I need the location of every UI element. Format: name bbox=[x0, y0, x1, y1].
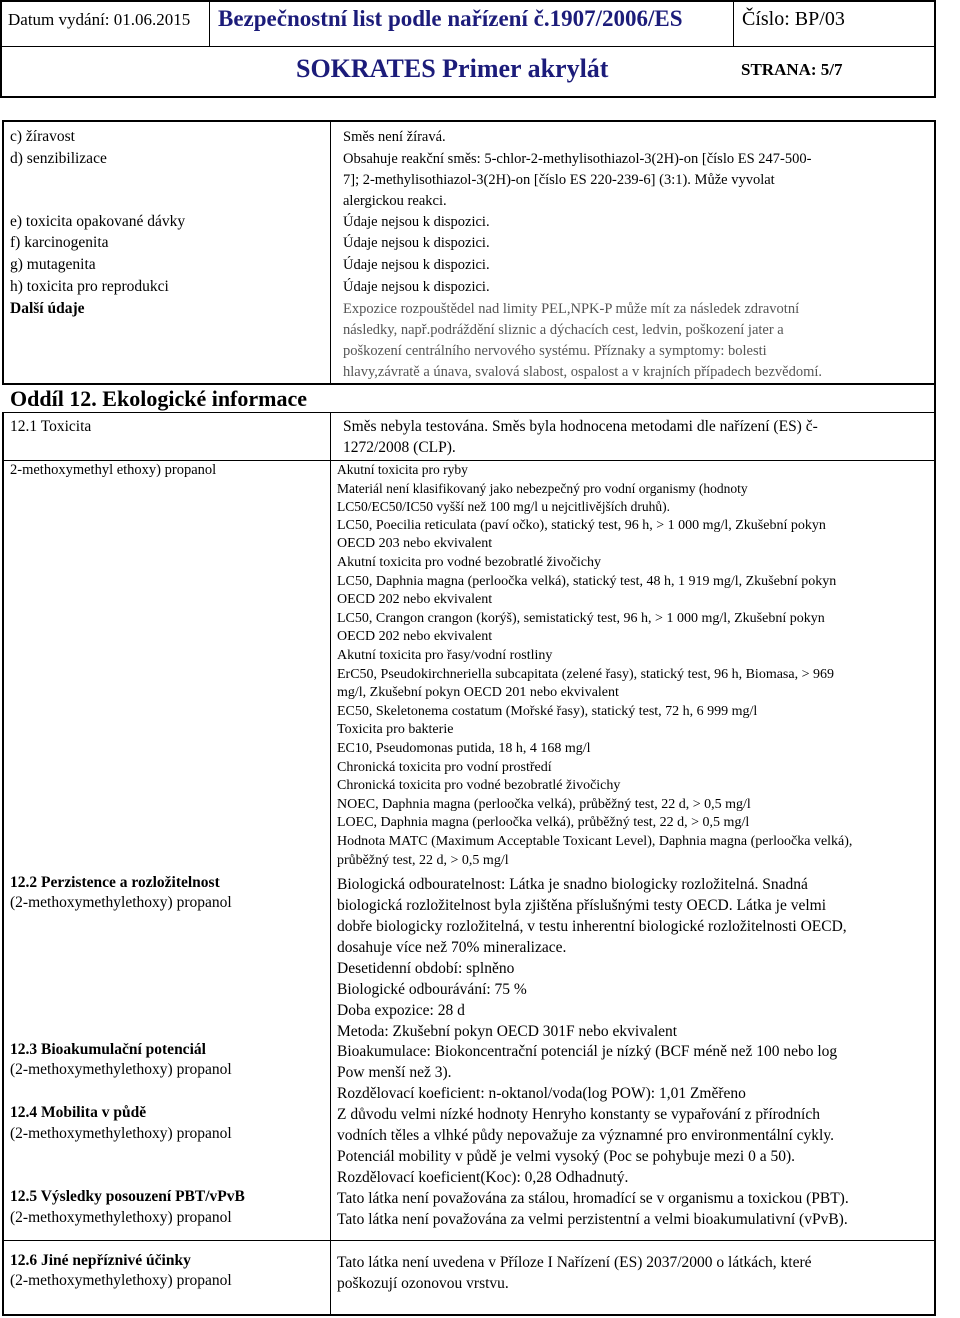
section-title: Oddíl 12. Ekologické informace bbox=[10, 386, 307, 411]
label-carcinogenicity: f) karcinogenita bbox=[10, 234, 109, 251]
label-12-4: 12.4 Mobilita v půdě bbox=[10, 1104, 147, 1121]
page-number: STRANA: 5/7 bbox=[741, 60, 843, 79]
substance-line: OECD 202 nebo ekvivalent bbox=[337, 629, 493, 645]
sub-12-2: (2-methoxymethylethoxy) propanol bbox=[10, 894, 232, 911]
s125-line: Tato látka není považována za stálou, hromadící se v organismu a toxickou (PBT). bbox=[337, 1190, 849, 1207]
substance-line: Akutní toxicita pro řasy/vodní rostliny bbox=[337, 648, 553, 663]
sub-12-6: (2-methoxymethylethoxy) propanol bbox=[10, 1272, 232, 1289]
substance-line: LC50, Crangon crangon (korýš), semistatický test, 96 h, > 1 000 mg/l, Zkušební pokyn bbox=[337, 610, 825, 626]
value-mutagenicity: Údaje nejsou k dispozici. bbox=[343, 257, 490, 273]
s124-line: Z důvodu velmi nízké hodnoty Henryho konstanty se vypařování z přírodních bbox=[337, 1106, 820, 1123]
document-title: Bezpečnostní list podle nařízení č.1907/2006/ES bbox=[218, 6, 683, 31]
value-12-5 bbox=[337, 1188, 849, 1230]
s124-line: Rozdělovací koeficient(Koc): 0,28 Odhadnutý. bbox=[337, 1169, 629, 1186]
s122-line: Desetidenní období: splněno bbox=[337, 960, 515, 977]
product-name: SOKRATES Primer akrylát bbox=[296, 54, 609, 83]
s122-line: Doba expozice: 28 d bbox=[337, 1002, 465, 1019]
label-12-5: 12.5 Výsledky posouzení PBT/vPvB bbox=[10, 1188, 245, 1205]
s122-line: biologická rozložitelnost byla zjištěna příslušnými testy OECD. Látka je velmi bbox=[337, 897, 827, 914]
value-other-info-3: poškození centrálního nervového systému. Příznaky a symptomy: bolesti bbox=[343, 343, 767, 359]
substance-line: Materiál není klasifikovaný jako nebezpečný pro vodní organismy (hodnoty bbox=[337, 480, 748, 496]
s122-line: dobře biologicky rozložitelná, v testu inherentní biologické rozložitelnosti OECD, bbox=[337, 918, 847, 935]
s122-line: Biologické odbourávání: 75 % bbox=[337, 981, 527, 998]
s126-line: poškozují ozonovou vrstvu. bbox=[337, 1275, 509, 1292]
s126-line: Tato látka není uvedena v Příloze I Nařízení (ES) 2037/2000 o látkách, které bbox=[337, 1254, 812, 1271]
s122-line: dosahuje více než 70% mineralizace. bbox=[337, 939, 567, 956]
value-12-3 bbox=[337, 1041, 837, 1104]
s124-line: Potenciál mobility v půdě je velmi vysoký (Poc se pohybuje mezi 0 a 50). bbox=[337, 1148, 796, 1165]
s122-line: Biologická odbouratelnost: Látka je snadno biologicky rozložitelná. Snadná bbox=[337, 876, 808, 893]
value-sensitization-1: Obsahuje reakční směs: 5-chlor-2-methylisothiazol-3(2H)-on [číslo ES 247-500- bbox=[343, 151, 812, 167]
value-12-6 bbox=[337, 1252, 812, 1294]
value-other-info-1: Expozice rozpouštědel nad limity PEL,NPK-P může mít za následek zdravotní bbox=[343, 301, 800, 317]
substance-line: Chronická toxicita pro vodné bezobratlé živočichy bbox=[337, 778, 621, 794]
substance-line: Chronická toxicita pro vodní prostředí bbox=[337, 759, 552, 775]
column-divider bbox=[330, 120, 331, 1316]
substance-line: Hodnota MATC (Maximum Acceptable Toxicant Level), Daphnia magna (perloočka velká), bbox=[337, 834, 853, 849]
label-12-1: 12.1 Toxicita bbox=[10, 418, 92, 435]
value-other-info-2: následky, např.podráždění sliznic a dýchacích cest, ledvin, poškození jater a bbox=[343, 322, 784, 338]
value-12-4 bbox=[337, 1104, 834, 1188]
sub-12-3: (2-methoxymethylethoxy) propanol bbox=[10, 1061, 232, 1078]
value-other-info-4: hlavy,závratě a únava, svalová slabost, ospalost a v krajních případech bezvědomí. bbox=[343, 364, 823, 380]
label-12-2: 12.2 Perzistence a rozložitelnost bbox=[10, 874, 220, 891]
label-corrosivity: c) žíravost bbox=[10, 128, 75, 145]
substance-line: NOEC, Daphnia magna (perloočka velká), průběžný test, 22 d, > 0,5 mg/l bbox=[337, 796, 751, 812]
document-number: Číslo: BP/03 bbox=[742, 8, 845, 30]
s122-line: Metoda: Zkušební pokyn OECD 301F nebo ekvivalent bbox=[337, 1023, 678, 1040]
s124-line: vodních těles a vlhké půdy nepovažuje za významné pro environmentální cykly. bbox=[337, 1127, 834, 1144]
substance-line: průběžný test, 22 d, > 0,5 mg/l bbox=[337, 852, 509, 868]
label-mutagenicity: g) mutagenita bbox=[10, 256, 96, 273]
substance-line: LOEC, Daphnia magna (perloočka velká), průběžný test, 22 d, > 0,5 mg/l bbox=[337, 815, 750, 831]
substance-line: OECD 203 nebo ekvivalent bbox=[337, 536, 493, 552]
substance-line: LC50/EC50/IC50 vyšší než 100 mg/l u nejcitlivějších druhů). bbox=[337, 499, 670, 515]
substance-line: OECD 202 nebo ekvivalent bbox=[337, 592, 493, 608]
value-sensitization-2: 7]; 2-methylisothiazol-3(2H)-on [číslo ES 220-239-6] (3:1). Může vyvolat bbox=[343, 172, 775, 188]
substance-line: LC50, Poecilia reticulata (paví očko), statický test, 96 h, > 1 000 mg/l, Zkušební pokyn bbox=[337, 517, 826, 533]
value-sensitization-3: alergickou reakci. bbox=[343, 193, 447, 209]
substance-line: LC50, Daphnia magna (perloočka velká), statický test, 48 h, 1 919 mg/l, Zkušební pokyn bbox=[337, 573, 837, 589]
substance-line: EC50, Skeletonema costatum (Mořské řasy), statický test, 72 h, 6 999 mg/l bbox=[337, 703, 758, 719]
substance-line: Akutní toxicita pro ryby bbox=[337, 462, 468, 477]
substance-label: 2-methoxymethyl ethoxy) propanol bbox=[10, 462, 217, 478]
issue-date: Datum vydání: 01.06.2015 bbox=[8, 10, 191, 29]
label-12-3: 12.3 Bioakumulační potenciál bbox=[10, 1041, 206, 1058]
substance-line: Akutní toxicita pro vodné bezobratlé živočichy bbox=[337, 555, 601, 570]
value-corrosivity: Směs není žíravá. bbox=[343, 129, 446, 145]
s125-line: Tato látka není považována za velmi perzistentní a velmi bioakumulativní (vPvB). bbox=[337, 1211, 848, 1228]
value-reproductive: Údaje nejsou k dispozici. bbox=[343, 279, 490, 295]
s123-line: Rozdělovací koeficient: n-oktanol/voda(log POW): 1,01 Změřeno bbox=[337, 1085, 746, 1102]
substance-line: Toxicita pro bakterie bbox=[337, 722, 454, 738]
substance-line: ErC50, Pseudokirchneriella subcapitata (zelené řasy), statický test, 96 h, Biomasa, > 969 bbox=[337, 666, 834, 682]
label-12-6: 12.6 Jiné nepříznivé účinky bbox=[10, 1252, 191, 1269]
value-12-1-line2: 1272/2008 (CLP). bbox=[343, 439, 456, 456]
sub-12-5: (2-methoxymethylethoxy) propanol bbox=[10, 1209, 232, 1226]
label-other-info: Další údaje bbox=[10, 300, 85, 317]
label-sensitization: d) senzibilizace bbox=[10, 150, 107, 167]
value-12-1-line1: Směs nebyla testována. Směs byla hodnocena metodami dle nařízení (ES) č- bbox=[343, 418, 818, 435]
value-carcinogenicity: Údaje nejsou k dispozici. bbox=[343, 235, 490, 251]
label-reproductive: h) toxicita pro reprodukci bbox=[10, 278, 169, 295]
s123-line: Pow menší než 3). bbox=[337, 1064, 452, 1081]
substance-line: EC10, Pseudomonas putida, 18 h, 4 168 mg/l bbox=[337, 741, 591, 756]
value-12-2 bbox=[337, 874, 847, 1042]
sub-12-4: (2-methoxymethylethoxy) propanol bbox=[10, 1125, 232, 1142]
value-repeated-dose: Údaje nejsou k dispozici. bbox=[343, 214, 490, 230]
s123-line: Bioakumulace: Biokoncentrační potenciál je nízký (BCF méně než 100 nebo log bbox=[337, 1043, 838, 1060]
label-repeated-dose: e) toxicita opakované dávky bbox=[10, 213, 186, 230]
substance-line: mg/l, Zkušební pokyn OECD 201 nebo ekvivalent bbox=[337, 685, 619, 701]
